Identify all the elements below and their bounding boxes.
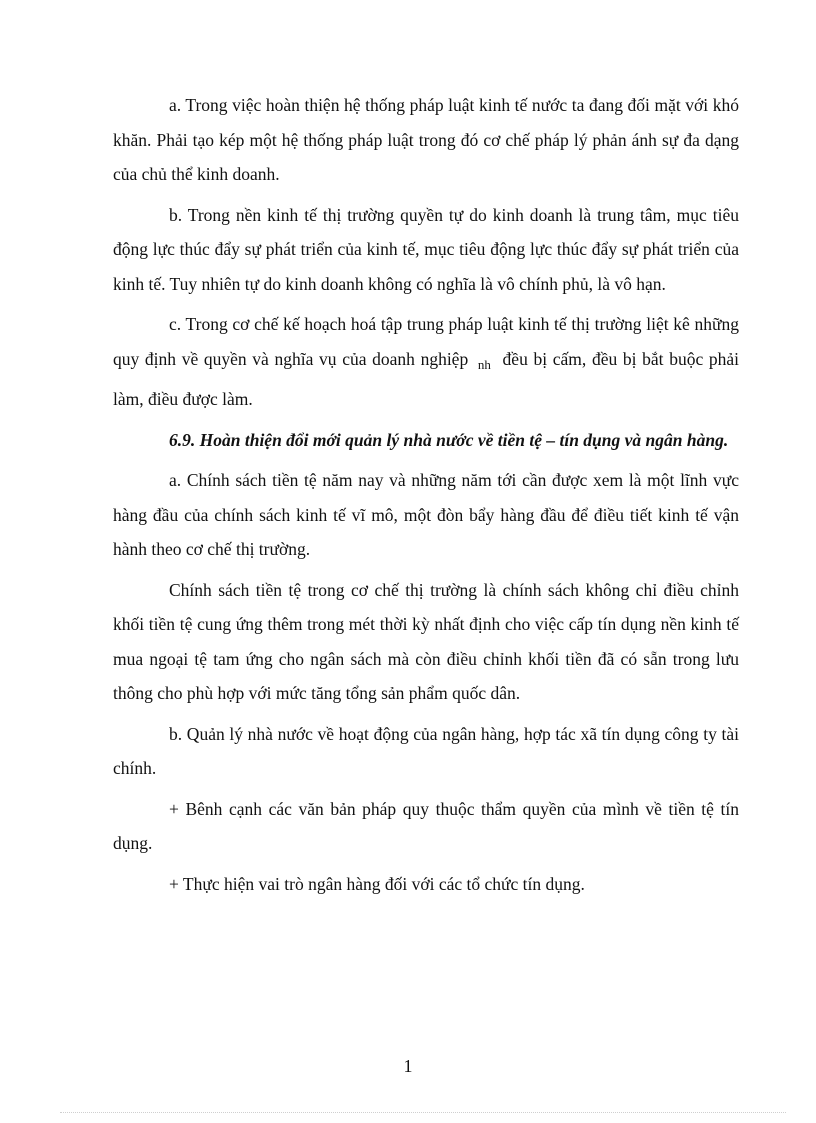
section-paragraph-b: b. Quản lý nhà nước về hoạt động của ngân hàng, hợp tác xã tín dụng công ty tài chính. <box>113 723 739 778</box>
section-paragraph-a: a. Chính sách tiền tệ năm nay và những năm tới cần được xem là một lĩnh vực hàng đầu của chính sách kinh tế vĩ mô, một đòn bẩy hàng đầu để điều tiết kinh tế vận hành theo cơ chế thị trường. <box>113 470 739 559</box>
paragraph-c-text-after: đều bị cấm, đều bị bắt buộc phải làm, điều được làm. <box>113 348 740 409</box>
section-heading: 6.9. Hoàn thiện đổi mới quản lý nhà nước về tiền tệ – tín dụng và ngân hàng. <box>169 429 729 450</box>
section-paragraph-policy: Chính sách tiền tệ trong cơ chế thị trường là chính sách không chỉ điều chỉnh khối tiền tệ cung ứng thêm trong mét thời kỳ nhất định cho việc cấp tín dụng nền kinh tế mua ngoại tệ tam ứng cho ngân sách mà còn điều chỉnh khối tiền đã có sẵn trong lưu thông cho phù hợp với mức tăng tổng sản phẩm quốc dân. <box>113 579 739 703</box>
bullet-bank-role: + Thực hiện vai trò ngân hàng đối với các tổ chức tín dụng. <box>169 873 585 894</box>
paragraph-a: a. Trong việc hoàn thiện hệ thống pháp luật kinh tế nước ta đang đối mặt với khó khăn. Phải tạo kép một hệ thống pháp luật trong đó cơ chế pháp lý phản ánh sự đa dạng của chủ thể kinh doanh. <box>113 95 739 184</box>
subscript-mark: nh <box>477 356 491 372</box>
document-body <box>113 88 739 907</box>
paragraph-b: b. Trong nền kinh tế thị trường quyền tự do kinh doanh là trung tâm, mục tiêu động lực thúc đẩy sự phát triển của kinh tế, mục tiêu động lực thúc đẩy sự phát triển của kinh tế. Tuy nhiên tự do kinh doanh không có nghĩa là vô chính phủ, là vô hạn. <box>113 204 739 294</box>
paragraph-c <box>113 307 739 417</box>
footer-divider <box>60 1112 786 1113</box>
bullet-regulations: + Bênh cạnh các văn bản pháp quy thuộc thẩm quyền của mình về tiền tệ tín dụng. <box>113 798 739 853</box>
page-number: 1 <box>403 1056 413 1076</box>
paragraph-c-text-before: c. Trong cơ chế kế hoạch hoá tập trung pháp luật kinh tế thị trường liệt kê những quy định về quyền và nghĩa vụ của doanh nghiệp <box>113 314 739 369</box>
